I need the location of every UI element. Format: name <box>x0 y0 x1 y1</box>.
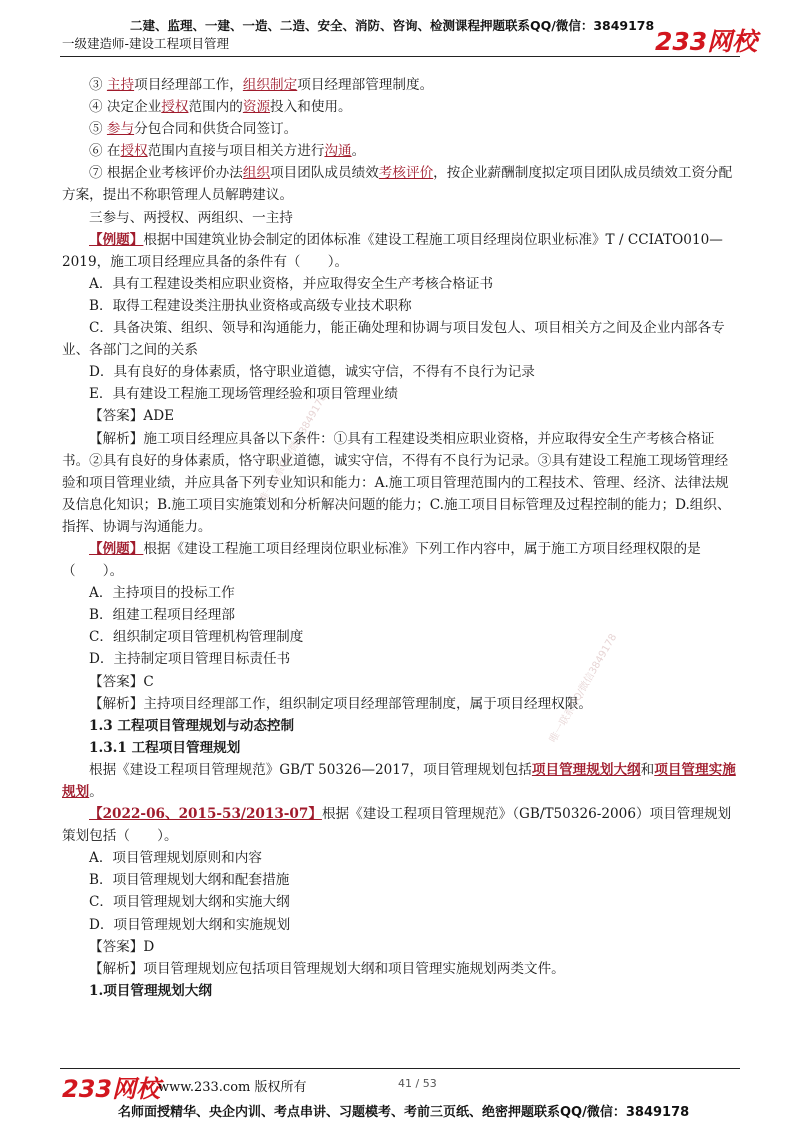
question-tag: 【2022-06、2015-53/2013-07】 <box>89 806 322 823</box>
question-3-stem: 【2022-06、2015-53/2013-07】根据《建设工程项目管理规范》（GB/T50326-2006）项目管理规划策划包括（ ）。 <box>62 806 732 845</box>
header-rule <box>60 56 740 57</box>
footer-copyright: www.233.com 版权所有 <box>158 1080 307 1095</box>
section-heading: 1.3 工程项目管理规划与动态控制 <box>89 717 295 734</box>
subsection-heading: 1.3.1 工程项目管理规划 <box>89 739 241 756</box>
duty-item-7: ⑦ 根据企业考核评价办法组织项目团队成员绩效考核评价，按企业薪酬制度拟定项目团队成员绩效工资分配方案，提出不称职管理人员解聘建议。 <box>62 165 733 204</box>
watermark: 唯一联系QQ/微信3849178 <box>257 392 330 505</box>
option: A．具有工程建设类相应职业资格，并应取得安全生产考核合格证书 <box>89 275 494 292</box>
keyword: 参与 <box>106 121 135 138</box>
option: D．项目管理规划大纲和实施规划 <box>89 916 291 933</box>
paragraph: 根据《建设工程项目管理规范》GB/T 50326—2017，项目管理规划包括项目管理规划大纲和项目管理实施规划。 <box>62 761 736 800</box>
watermark: 唯一联系QQ/微信3849178 <box>547 632 620 745</box>
keyword: 沟通 <box>324 143 352 160</box>
header-banner: 二建、监理、一建、一造、二造、安全、消防、咨询、检测课程押题联系QQ/微信：3849178 <box>130 18 655 33</box>
page-number: 41 / 53 <box>398 1077 437 1090</box>
keyword: 主持 <box>106 77 135 93</box>
duty-item-3: ③ 主持项目经理部工作，组织制定项目经理部管理制度。 <box>89 77 434 93</box>
analysis: 【解析】施工项目经理应具备以下条件：①具有工程建设类相应职业资格，并应取得安全生产考核合格证书。②具有良好的身体素质，恪守职业道德，诚实守信，不得有不良行为记录。③具有建设工程施工现场管理经验和项目管理业绩，并应具备下列专业知识和能力：A.施工项目管理范围内的工程技术、管理、经济、法律法规及信息化知识；B.施工项目实施策划和分析解决问题的能力；C.施工项目目标管理及过程控制的能力；D.组织、指挥、协调与沟通能力。 <box>62 430 731 535</box>
option: C．项目管理规划大纲和实施大纲 <box>89 894 290 911</box>
analysis: 【解析】主持项目经理部工作，组织制定项目经理部管理制度，属于项目经理权限。 <box>89 695 592 712</box>
brand-logo: 233网校 <box>655 27 758 56</box>
answer: 【答案】C <box>89 673 154 690</box>
keyword: 考核评价 <box>378 165 434 182</box>
question-2-stem: 【例题】根据《建设工程施工项目经理岗位职业标准》下列工作内容中，属于施工方项目经理权限的是（ ）。 <box>62 540 701 580</box>
subheading: 1.项目管理规划大纲 <box>89 982 212 999</box>
question-tag: 【例题】 <box>89 231 144 248</box>
question-tag: 【例题】 <box>89 540 144 557</box>
mnemonic: 三参与、两授权、两组织、一主持 <box>89 209 293 226</box>
option: B．组建工程项目经理部 <box>89 607 235 624</box>
keyword: 组织 <box>242 165 271 182</box>
footer-logo: 233网校 <box>62 1075 161 1103</box>
option: D．具有良好的身体素质，恪守职业道德，诚实守信，不得有不良行为记录 <box>89 364 535 381</box>
keyword: 项目管理规划大纲 <box>531 761 641 778</box>
keyword: 组织制定 <box>242 77 298 93</box>
answer: 【答案】D <box>89 938 155 955</box>
option: A．主持项目的投标工作 <box>89 585 235 602</box>
document-subtitle: 一级建造师-建设工程项目管理 <box>62 36 230 51</box>
footer-banner: 名师面授精华、央企内训、考点串讲、习题模考、考前三页纸、绝密押题联系QQ/微信：3849178 <box>118 1105 690 1120</box>
option: B．项目管理规划大纲和配套措施 <box>89 872 290 889</box>
analysis: 【解析】项目管理规划应包括项目管理规划大纲和项目管理实施规划两类文件。 <box>89 960 565 977</box>
duty-item-6: ⑥ 在授权范围内直接与项目相关方进行沟通。 <box>89 143 366 160</box>
keyword: 项目管理实施规划 <box>62 761 736 800</box>
duty-item-5: ⑤ 参与分包合同和供货合同签订。 <box>89 121 298 138</box>
footer-rule <box>60 1068 740 1069</box>
option: C．组织制定项目管理机构管理制度 <box>89 629 304 646</box>
option: A．项目管理规划原则和内容 <box>89 850 262 867</box>
option: D．主持制定项目管理目标责任书 <box>89 651 291 668</box>
option: E．具有建设工程施工现场管理经验和项目管理业绩 <box>89 386 398 403</box>
document-body <box>62 74 738 1002</box>
option: C．具备决策、组织、领导和沟通能力，能正确处理和协调与项目发包人、项目相关方之间及企业内部各专业、各部门之间的关系 <box>62 320 725 359</box>
keyword: 授权 <box>120 143 148 160</box>
keyword: 资源 <box>242 99 271 116</box>
keyword: 授权 <box>161 99 189 116</box>
duty-item-4: ④ 决定企业授权范围内的资源投入和使用。 <box>89 99 352 116</box>
question-1-stem: 【例题】根据中国建筑业协会制定的团体标准《建设工程施工项目经理岗位职业标准》T / CCIATO010—2019，施工项目经理应具备的条件有（ ）。 <box>62 231 723 270</box>
answer: 【答案】ADE <box>89 408 175 425</box>
option: B．取得工程建设类注册执业资格或高级专业技术职称 <box>89 297 412 314</box>
